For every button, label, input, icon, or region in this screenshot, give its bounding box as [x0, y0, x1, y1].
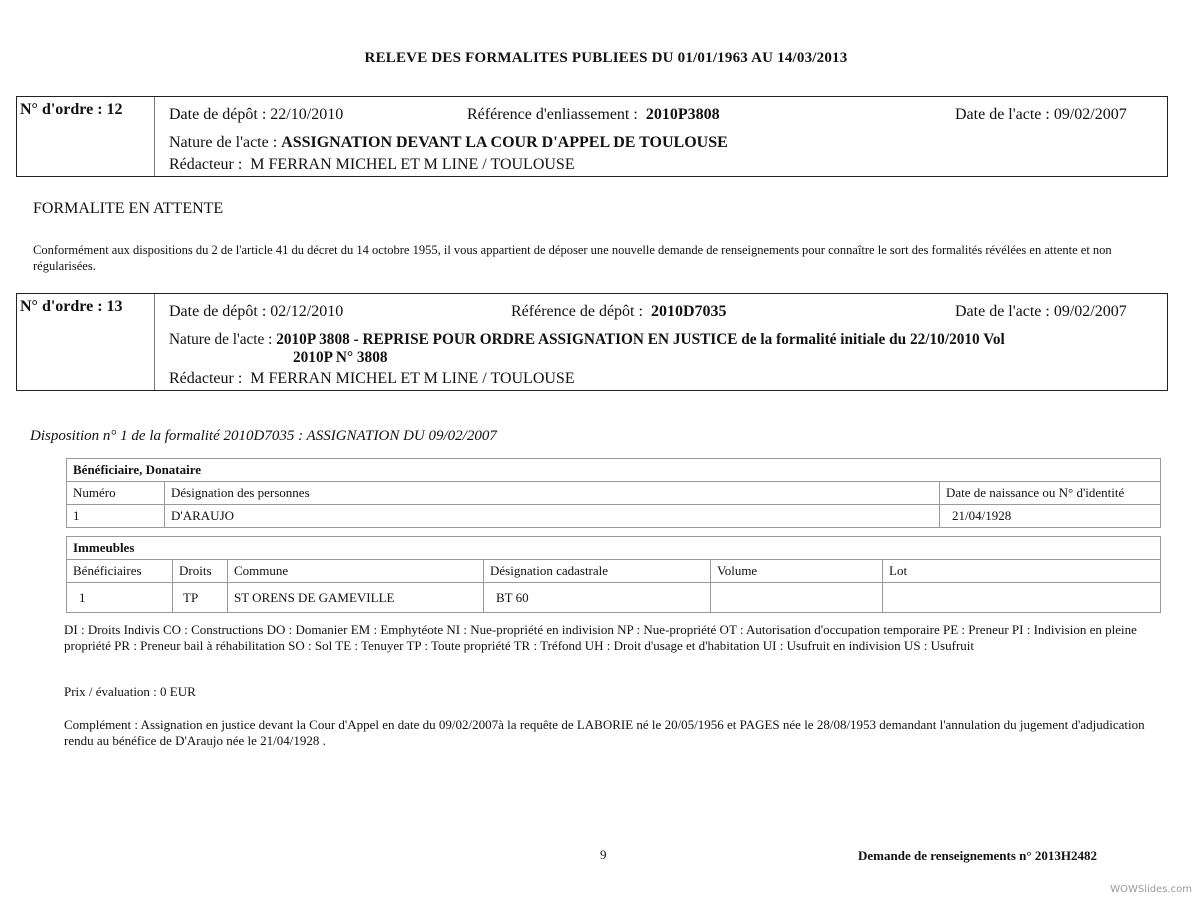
- watermark: WOWSlides.com: [1110, 884, 1192, 895]
- record-act-nature: Nature de l'acte : 2010P 3808 - REPRISE POUR ORDRE ASSIGNATION EN JUSTICE de la formalité initiale du 22/10/2010 Vol: [169, 331, 1005, 348]
- table-cell: BT 60: [484, 583, 711, 613]
- table-cell: [711, 583, 883, 613]
- request-number: Demande de renseignements n° 2013H2482: [858, 848, 1097, 863]
- record-reference: Référence d'enliassement : 2010P3808: [467, 106, 720, 123]
- rights-legend: DI : Droits Indivis CO : Constructions DO : Domanier EM : Emphytéote NI : Nue-propriété en indivision NP : Nue-propriété OT : Autorisation d'occupation temporaire PE : Preneur PI : Indivision en pleine propriété PR : Preneur bail à réhabilitation SO : Sol TE : Tenuyer TP : Toute propriété TR : Tréfond UH : Droit d'usage et d'habitation UI : Usufruit en indivision US : Usufruit: [64, 622, 1137, 653]
- record-deposit-date: Date de dépôt : 22/10/2010: [169, 106, 344, 123]
- column-header: Lot: [883, 560, 1161, 583]
- beneficiary-section-title: Bénéficiaire, Donataire: [67, 459, 1161, 482]
- table-cell: [883, 583, 1161, 613]
- column-header: Désignation des personnes: [165, 482, 940, 505]
- record-act-date: Date de l'acte : 09/02/2007: [955, 303, 1127, 320]
- record-order-number: N° d'ordre : 12: [17, 97, 155, 176]
- table-cell: ST ORENS DE GAMEVILLE: [228, 583, 484, 613]
- price-evaluation: Prix / évaluation : 0 EUR: [64, 684, 196, 699]
- table-header-row: [67, 560, 1161, 583]
- column-header: Bénéficiaires: [67, 560, 173, 583]
- pending-heading: FORMALITE EN ATTENTE: [33, 200, 224, 217]
- record-act-date: Date de l'acte : 09/02/2007: [955, 106, 1127, 123]
- table-cell: 1: [67, 505, 165, 528]
- table-cell: 21/04/1928: [940, 505, 1161, 528]
- column-header: Volume: [711, 560, 883, 583]
- table-cell: D'ARAUJO: [165, 505, 940, 528]
- column-header: Date de naissance ou N° d'identité: [940, 482, 1161, 505]
- property-section-title: Immeubles: [67, 537, 1161, 560]
- record-act-nature: Nature de l'acte : ASSIGNATION DEVANT LA COUR D'APPEL DE TOULOUSE: [169, 134, 728, 151]
- column-header: Désignation cadastrale: [484, 560, 711, 583]
- property-table: [66, 536, 1161, 613]
- record-order-number: N° d'ordre : 13: [17, 294, 155, 390]
- page-title: RELEVE DES FORMALITES PUBLIEES DU 01/01/1963 AU 14/03/2013: [364, 50, 848, 66]
- disposition-title: Disposition n° 1 de la formalité 2010D7035 : ASSIGNATION DU 09/02/2007: [30, 428, 497, 444]
- column-header: Droits: [173, 560, 228, 583]
- pending-notice: Conformément aux dispositions du 2 de l'article 41 du décret du 14 octobre 1955, il vous appartient de déposer une nouvelle demande de renseignements pour connaître le sort des formalités révélées en attente et non régularisées.: [33, 243, 1112, 273]
- complement-text: Complément : Assignation en justice devant la Cour d'Appel en date du 09/02/2007à la requête de LABORIE né le 20/05/1956 et PAGES née le 28/08/1953 demandant l'annulation du jugement d'adjudication rendu au bénéfice de D'Araujo née le 21/04/1928 .: [64, 717, 1145, 748]
- table-cell: 1: [67, 583, 173, 613]
- record-redacteur: Rédacteur : M FERRAN MICHEL ET M LINE / TOULOUSE: [169, 370, 575, 387]
- record-13: [16, 293, 1168, 391]
- column-header: Commune: [228, 560, 484, 583]
- table-row: [67, 505, 1161, 528]
- page-number: 9: [600, 847, 607, 862]
- table-cell: TP: [173, 583, 228, 613]
- record-act-nature-continued: 2010P N° 3808: [293, 349, 388, 366]
- record-redacteur: Rédacteur : M FERRAN MICHEL ET M LINE / TOULOUSE: [169, 156, 575, 173]
- table-header-row: [67, 482, 1161, 505]
- record-reference: Référence de dépôt : 2010D7035: [511, 303, 727, 320]
- record-deposit-date: Date de dépôt : 02/12/2010: [169, 303, 344, 320]
- record-12: [16, 96, 1168, 177]
- column-header: Numéro: [67, 482, 165, 505]
- beneficiary-table: [66, 458, 1161, 528]
- table-row: [67, 583, 1161, 613]
